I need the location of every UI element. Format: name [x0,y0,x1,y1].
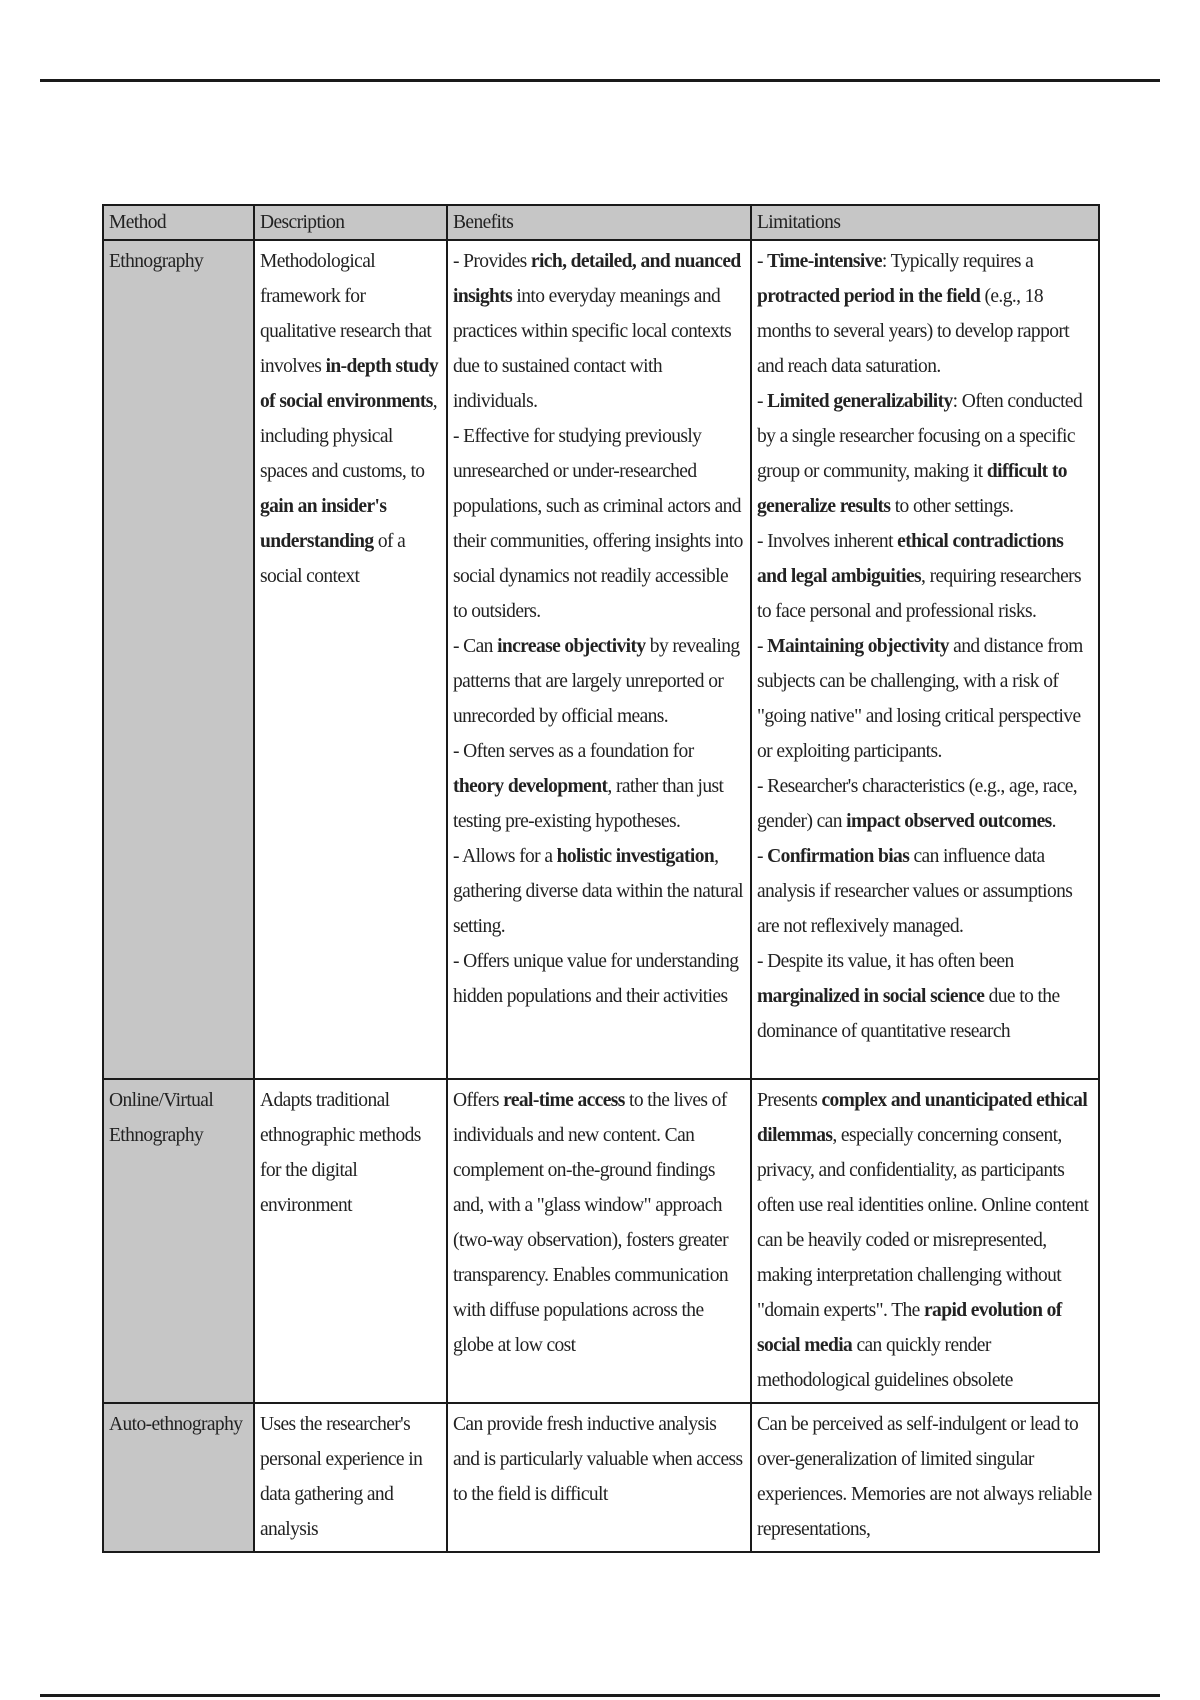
cell-text: to other settings. [890,496,1014,517]
emphasis-text: difficult to generalize results [757,461,1067,517]
cell-paragraph [757,769,1093,839]
cell-text: - Can [453,636,498,657]
cell-text: Can provide fresh inductive analysis and is particularly valuable when access to the field is difficult [453,1414,743,1505]
header-method: Method [103,205,254,240]
description-cell [254,1079,447,1403]
emphasis-text: rapid evolution of social media [757,1300,1062,1356]
cell-paragraph [757,244,1093,384]
emphasis-text: real-time access [503,1090,625,1111]
cell-text: , including physical spaces and customs, to [260,391,438,482]
cell-text: - Often serves as a foundation for [453,741,694,762]
table-row-online-ethnography [103,1079,1099,1403]
cell-paragraph [453,629,745,734]
emphasis-text: holistic investigation [556,846,715,867]
table-row-auto-ethnography [103,1403,1099,1552]
cell-paragraph [757,629,1093,769]
cell-paragraph [453,419,745,629]
cell-text: by revealing patterns that are largely unreported or unrecorded by official means. [453,636,740,727]
limitations-cell [751,240,1099,1079]
cell-text: - Offers unique value for understanding hidden populations and their activities [453,951,739,1007]
emphasis-text: complex and unanticipated ethical dilemmas [757,1090,1088,1146]
cell-text: Uses the researcher's personal experience in data gathering and analysis [260,1414,423,1540]
emphasis-text: ethical contradictions and legal ambiguities [757,531,1064,587]
cell-text: Methodological framework for qualitative research that involves [260,251,432,377]
limitations-cell [751,1403,1099,1552]
cell-text: can influence data analysis if researcher values or assumptions are not reflexively managed. [757,846,1073,937]
cell-paragraph [453,1407,745,1512]
top-rule [40,79,1160,82]
cell-text: - [757,391,768,412]
cell-text: Presents [757,1090,822,1111]
cell-text: - [757,251,768,272]
emphasis-text: increase objectivity [497,636,646,657]
cell-paragraph [453,1083,745,1363]
method-cell: Ethnography [103,240,254,1079]
cell-text: - Allows for a [453,846,557,867]
cell-text: - Researcher's characteristics (e.g., age, race, gender) can [757,776,1078,832]
emphasis-text: gain an insider's understanding [260,496,387,552]
description-cell [254,1403,447,1552]
method-cell: Online/Virtual Ethnography [103,1079,254,1403]
cell-text: can quickly render methodological guidelines obsolete [757,1335,1013,1391]
cell-text: - Involves inherent [757,531,898,552]
cell-text: to the lives of individuals and new content. Can complement on-the-ground findings and, with a "glass window" approach (two-way observation), fosters greater transparency. Enables communication with diffuse populations across the globe at low cost [453,1090,729,1356]
emphasis-text: Limited generalizability [767,391,953,412]
cell-text: and distance from subjects can be challenging, with a risk of "going native" and losing critical perspective or exploiting participants. [757,636,1083,762]
limitations-cell [751,1079,1099,1403]
cell-text: (e.g., 18 months to several years) to develop rapport and reach data saturation. [757,286,1070,377]
cell-text: : Often conducted by a single researcher focusing on a specific group or community, making it [757,391,1083,482]
cell-text: - Effective for studying previously unresearched or under-researched populations, such as criminal actors and their communities, offering insights into social dynamics not readily accessible to outsiders. [453,426,743,622]
cell-text: Offers [453,1090,504,1111]
benefits-cell [447,1403,751,1552]
cell-paragraph [757,1083,1093,1398]
method-cell: Auto-ethnography [103,1403,254,1552]
header-description: Description [254,205,447,240]
cell-paragraph [453,944,745,1014]
cell-text: , especially concerning consent, privacy, and confidentiality, as participants often use real identities online. Online content can be heavily coded or misrepresented, making interpretation challenging without "domain experts". The [757,1125,1089,1321]
cell-text: Can be perceived as self-indulgent or lead to over-generalization of limited singular experiences. Memories are not always reliable representations, [757,1414,1092,1540]
emphasis-text: Confirmation bias [767,846,910,867]
cell-text: Adapts traditional ethnographic methods for the digital environment [260,1090,421,1216]
cell-text: - [757,846,768,867]
cell-paragraph [453,734,745,839]
header-benefits: Benefits [447,205,751,240]
cell-text: of a social context [260,531,406,587]
benefits-cell [447,1079,751,1403]
cell-text: - Despite its value, it has often been [757,951,1014,972]
emphasis-text: in-depth study of social environments [260,356,438,412]
cell-paragraph [757,1407,1093,1547]
cell-text: - Provides [453,251,531,272]
cell-paragraph [453,839,745,944]
emphasis-text: rich, detailed, and nuanced insights [453,251,741,307]
emphasis-text: theory development [453,776,608,797]
bottom-rule [40,1694,1160,1697]
table-header-row [103,205,1099,240]
emphasis-text: protracted period in the field [757,286,981,307]
header-limitations: Limitations [751,205,1099,240]
cell-paragraph [757,384,1093,524]
emphasis-text: impact observed outcomes [846,811,1052,832]
cell-paragraph [757,944,1093,1049]
cell-text: - [757,636,768,657]
table-row-ethnography [103,240,1099,1079]
cell-paragraph [757,524,1093,629]
cell-paragraph [453,244,745,419]
cell-text: due to the dominance of quantitative research [757,986,1060,1042]
benefits-cell [447,240,751,1079]
cell-paragraph [757,839,1093,944]
emphasis-text: Time-intensive [767,251,882,272]
emphasis-text: Maintaining objectivity [767,636,949,657]
cell-text: , requiring researchers to face personal and professional risks. [757,566,1082,622]
cell-text: , gathering diverse data within the natural setting. [453,846,743,937]
cell-text: into everyday meanings and practices within specific local contexts due to sustained contact with individuals. [453,286,732,412]
cell-text: . [1051,811,1056,832]
emphasis-text: marginalized in social science [757,986,985,1007]
cell-text: : Typically requires a [881,251,1034,272]
description-cell [254,240,447,1079]
methods-comparison-table [102,204,1100,1553]
cell-text: , rather than just testing pre-existing hypotheses. [453,776,724,832]
